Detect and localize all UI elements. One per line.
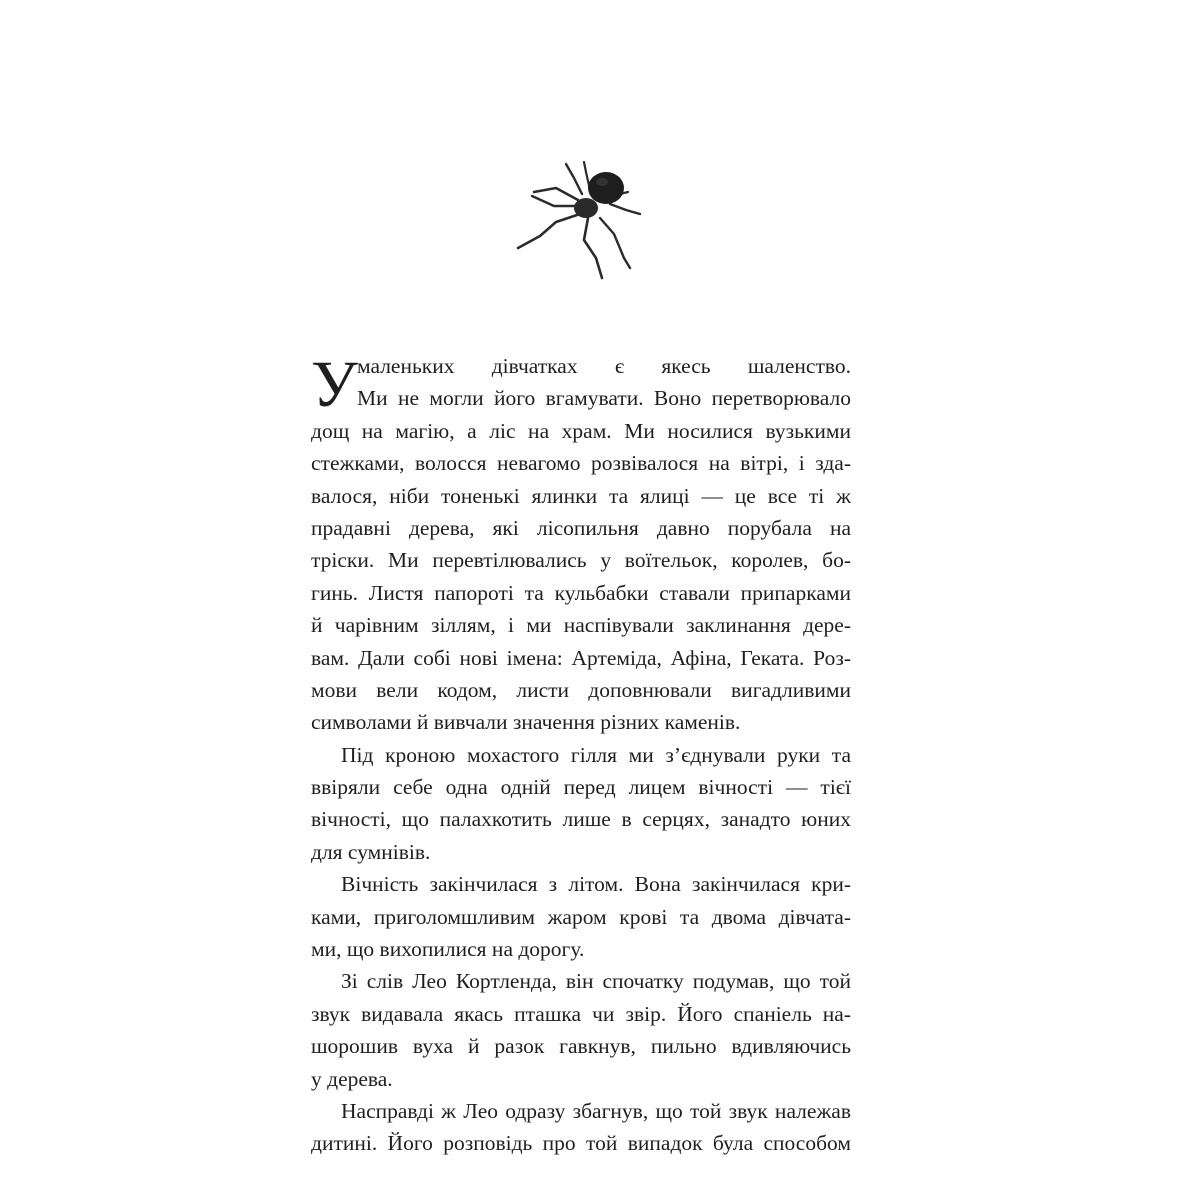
text-line: прадавні дерева, які лісопильня давно порубала на xyxy=(311,515,851,540)
drop-cap: У xyxy=(311,348,358,421)
text-line: маленьких дівчатках є якесь шаленство. xyxy=(357,354,851,378)
text-line: Насправді ж Лео одразу збагнув, що той звук належав xyxy=(341,1098,851,1123)
text-line: стежками, волосся невагомо розвівалося на вітрі, і зда- xyxy=(311,451,851,476)
text-line: вічності, що палахкотить лише в серцях, занадто юних xyxy=(311,807,851,832)
body-text xyxy=(311,350,851,1160)
text-line: ками, приголомшливим жаром крові та двома дівчата- xyxy=(311,904,851,929)
text-line: для сумнівів. xyxy=(311,839,431,864)
text-line: гинь. Листя папороті та кульбабки ставали припарками xyxy=(311,580,851,605)
text-line: у дерева. xyxy=(311,1066,393,1091)
text-line: дитині. Його розповідь про той випадок була способом xyxy=(311,1131,851,1156)
text-line: звук видавала якась пташка чи звір. Його спаніель на- xyxy=(311,1001,851,1026)
spider-icon xyxy=(510,160,645,285)
text-line: валося, ніби тоненькі ялинки та ялиці — це все ті ж xyxy=(311,483,851,508)
text-line: Вічність закінчилася з літом. Вона закінчилася кри- xyxy=(341,872,851,897)
text-line: шорошив вуха й разок гавкнув, пильно вдивляючись xyxy=(311,1034,851,1059)
text-line: Зі слів Лео Кортленда, він спочатку подумав, що той xyxy=(341,969,851,994)
text-line: ми, що вихопилися на дорогу. xyxy=(311,937,585,962)
text-line: мови вели кодом, листи доповнювали вигадливими xyxy=(311,677,851,702)
text-line: символами й вивчали значення різних каменів. xyxy=(311,710,741,735)
text-line: й чарівним зіллям, і ми наспівували заклинання дере- xyxy=(311,613,851,638)
text-line: Під кроною мохастого гілля ми з’єднували руки та xyxy=(341,742,851,767)
text-line: дощ на магію, а ліс на храм. Ми носилися вузькими xyxy=(311,418,851,443)
text-line: вам. Дали собі нові імена: Артеміда, Афіна, Геката. Роз- xyxy=(311,645,851,670)
text-line: Ми не могли його вгамувати. Воно перетворювало xyxy=(357,386,851,411)
text-line: ввіряли себе одна одній перед лицем вічності — тієї xyxy=(311,775,851,800)
text-line: тріски. Ми перевтілювались у воїтельок, королев, бо- xyxy=(311,548,851,573)
